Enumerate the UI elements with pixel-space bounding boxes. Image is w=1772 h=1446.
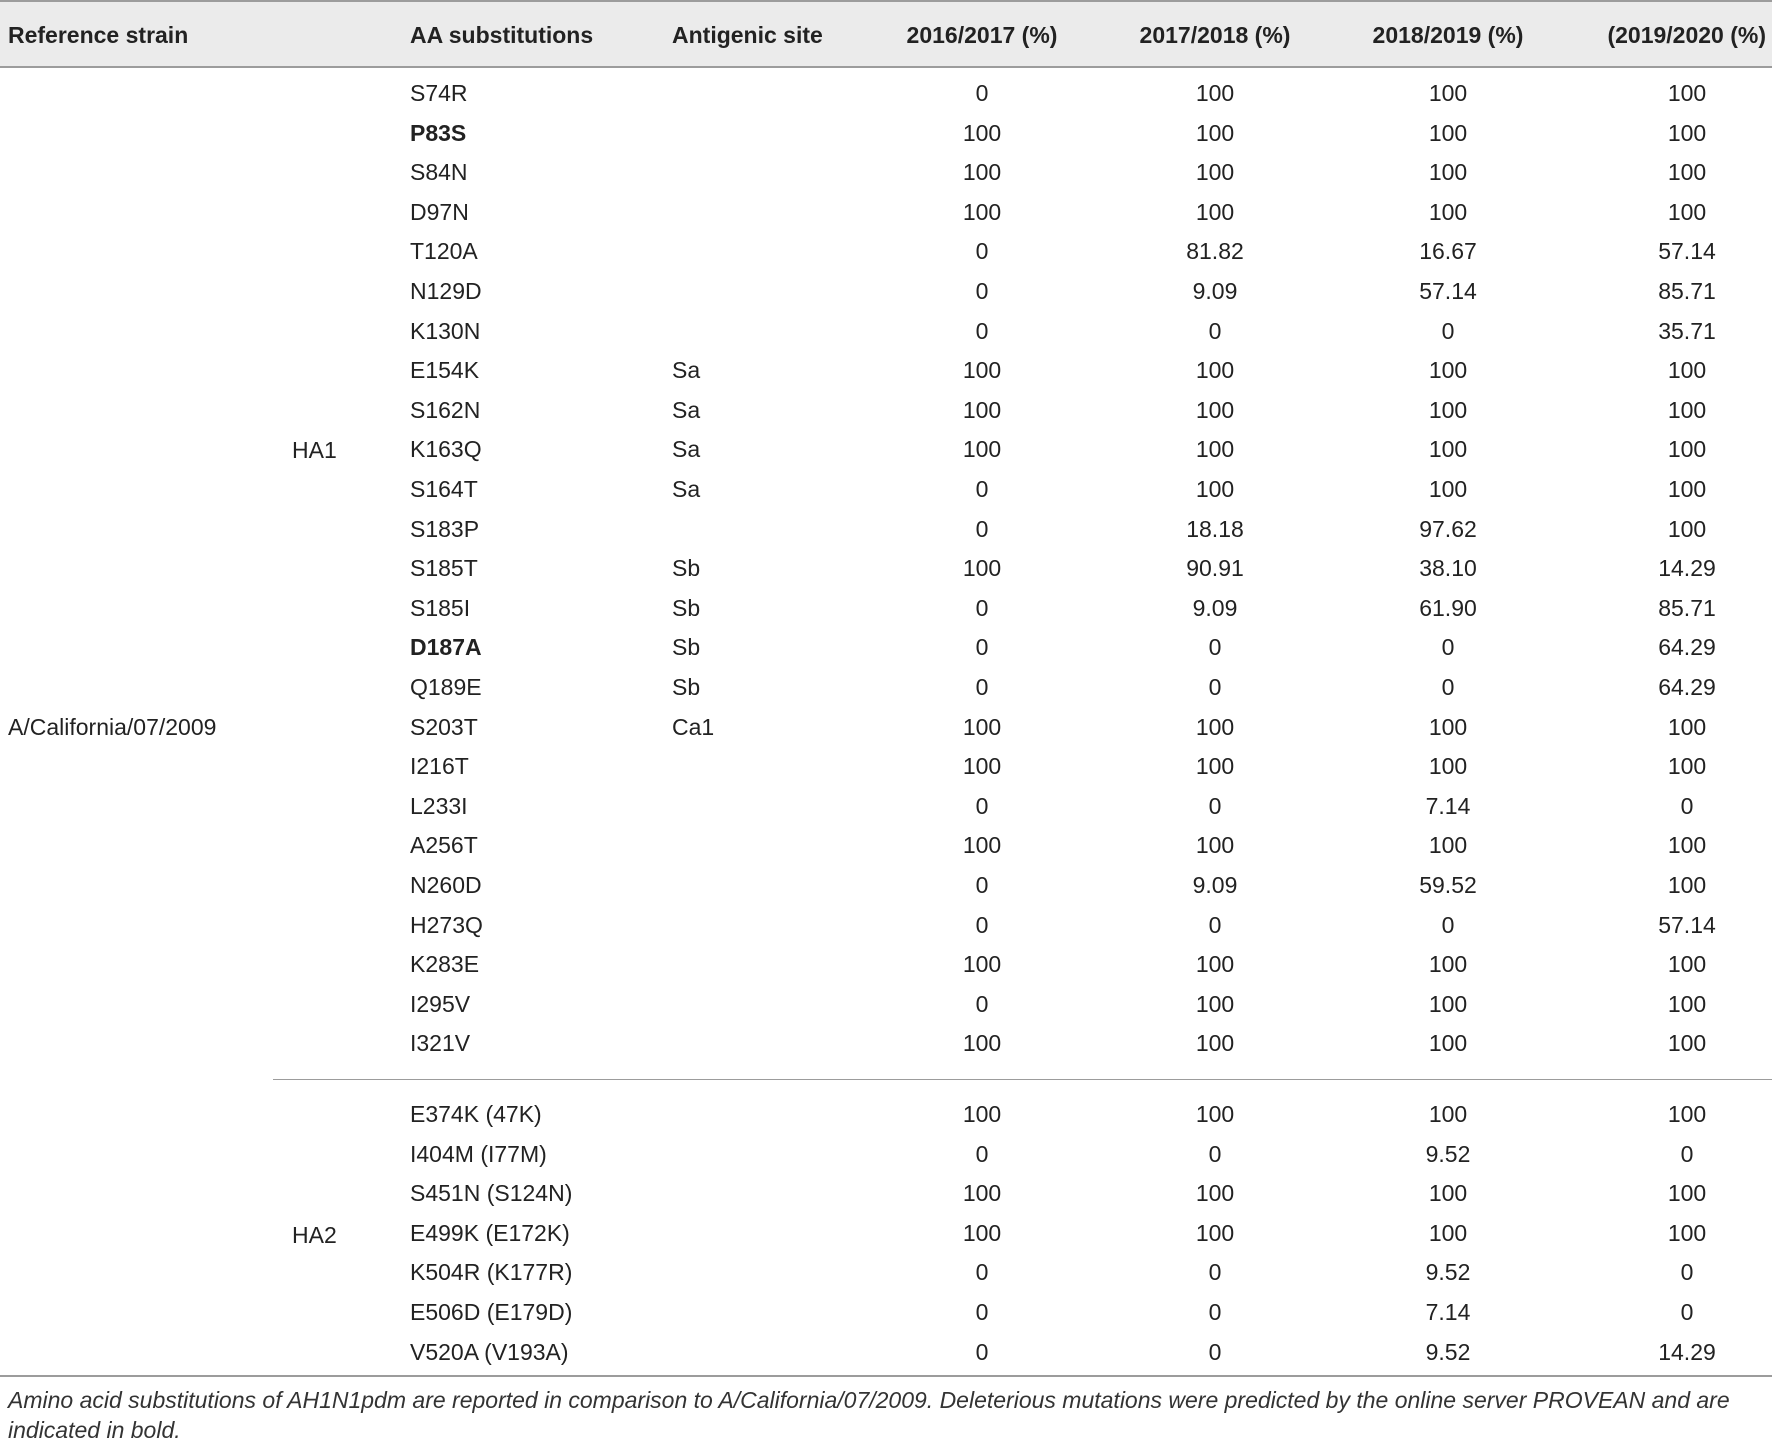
value-cell-season-1: 0 (975, 80, 989, 106)
value-cell-season-2: 0 (1208, 1299, 1222, 1325)
value-cell-season-1: 0 (975, 1259, 989, 1286)
value-cell-season-4: 35.71 (1658, 317, 1716, 344)
value-cell-season-3: 100 (1428, 990, 1468, 1017)
value-cell-season-3: 100 (1428, 713, 1468, 740)
group-label-ha2: HA2 (292, 1222, 337, 1248)
reference-strain-cell: A/California/07/2009 (8, 714, 217, 740)
aa-substitution-cell: K130N (410, 317, 481, 344)
aa-substitution-cell: S185T (410, 555, 478, 582)
value-cell-season-1: 100 (962, 1030, 1002, 1057)
header-reference-strain: Reference strain (8, 22, 189, 48)
value-cell-season-3: 0 (1441, 674, 1455, 700)
value-cell-season-2: 100 (1195, 396, 1235, 423)
value-cell-season-1: 0 (975, 476, 989, 502)
antigenic-site-cell: Sa (672, 436, 701, 463)
value-cell-season-4: 100 (1667, 1030, 1707, 1057)
value-cell-season-4: 100 (1667, 832, 1707, 859)
value-cell-season-4: 100 (1667, 357, 1707, 384)
value-cell-season-1: 100 (962, 753, 1002, 780)
header-2019-2020: (2019/2020 (%) (1607, 22, 1766, 48)
aa-substitution-cell: V520A (V193A) (410, 1338, 569, 1365)
value-cell-season-4: 14.29 (1658, 555, 1716, 582)
antigenic-site-cell: Sb (672, 674, 701, 700)
aa-substitution-cell: S185I (410, 594, 471, 621)
value-cell-season-1: 100 (962, 1101, 1002, 1127)
value-cell-season-1: 100 (962, 159, 1002, 186)
value-cell-season-4: 100 (1667, 515, 1707, 542)
aa-substitution-cell: S451N (S124N) (410, 1180, 573, 1207)
antigenic-site-cell: Ca1 (672, 713, 715, 740)
value-cell-season-4: 100 (1667, 1101, 1707, 1127)
value-cell-season-2: 100 (1195, 1180, 1235, 1207)
group-label-ha1: HA1 (292, 437, 337, 463)
aa-substitution-cell: S183P (410, 515, 480, 542)
value-cell-season-4: 100 (1667, 396, 1707, 423)
value-cell-season-3: 100 (1428, 198, 1468, 225)
value-cell-season-1: 0 (975, 238, 989, 265)
value-cell-season-1: 100 (962, 713, 1002, 740)
table-footnote: Amino acid substitutions of AH1N1pdm are reported in comparison to A/California/07/2009. Deleterious mutations were predicted by the online server PROVEAN and are indicated in bold. (8, 1387, 1730, 1443)
value-cell-season-4: 100 (1667, 1180, 1707, 1207)
value-cell-season-3: 100 (1428, 1180, 1468, 1207)
value-cell-season-3: 38.10 (1419, 555, 1477, 582)
value-cell-season-4: 0 (1680, 1299, 1694, 1325)
value-cell-season-2: 0 (1208, 317, 1222, 344)
value-cell-season-3: 9.52 (1425, 1338, 1471, 1365)
value-cell-season-4: 100 (1667, 476, 1707, 502)
aa-substitution-cell: I295V (410, 990, 471, 1017)
value-cell-season-1: 100 (962, 951, 1002, 978)
value-cell-season-2: 100 (1195, 1101, 1235, 1127)
value-cell-season-2: 100 (1195, 1030, 1235, 1057)
aa-substitution-cell: S74R (410, 80, 468, 106)
aa-substitution-cell: E374K (47K) (410, 1101, 542, 1127)
aa-substitution-cell: T120A (410, 238, 478, 265)
value-cell-season-2: 100 (1195, 753, 1235, 780)
value-cell-season-2: 0 (1208, 911, 1222, 938)
value-cell-season-4: 100 (1667, 1219, 1707, 1246)
value-cell-season-2: 0 (1208, 634, 1222, 661)
value-cell-season-4: 100 (1667, 436, 1707, 463)
table-bottom-rule (0, 1375, 1772, 1377)
value-cell-season-1: 0 (975, 674, 989, 700)
value-cell-season-1: 100 (962, 555, 1002, 582)
value-cell-season-1: 0 (975, 594, 989, 621)
value-cell-season-3: 16.67 (1419, 238, 1477, 265)
value-cell-season-4: 100 (1667, 990, 1707, 1017)
value-cell-season-1: 100 (962, 357, 1002, 384)
value-cell-season-1: 0 (975, 911, 989, 938)
aa-substitution-cell: I404M (I77M) (410, 1140, 547, 1167)
aa-substitution-cell: S203T (410, 713, 478, 740)
value-cell-season-1: 0 (975, 317, 989, 344)
value-cell-season-3: 100 (1428, 753, 1468, 780)
value-cell-season-2: 0 (1208, 674, 1222, 700)
value-cell-season-4: 100 (1667, 119, 1707, 146)
value-cell-season-3: 97.62 (1419, 515, 1477, 542)
aa-substitution-cell: I321V (410, 1030, 471, 1057)
value-cell-season-1: 0 (975, 872, 989, 898)
value-cell-season-3: 100 (1428, 1101, 1468, 1127)
header-antigenic-site: Antigenic site (672, 22, 823, 48)
value-cell-season-2: 18.18 (1186, 515, 1244, 542)
header-2016-2017: 2016/2017 (%) (906, 22, 1058, 48)
aa-substitution-cell: E154K (410, 357, 480, 384)
aa-substitution-cell: K283E (410, 951, 480, 978)
value-cell-season-3: 100 (1428, 159, 1468, 186)
value-cell-season-3: 100 (1428, 119, 1468, 146)
value-cell-season-3: 0 (1441, 911, 1455, 938)
header-aa-substitutions: AA substitutions (410, 22, 594, 48)
table-header (0, 0, 1772, 68)
aa-substitution-cell: H273Q (410, 911, 483, 938)
value-cell-season-1: 100 (962, 832, 1002, 859)
value-cell-season-4: 14.29 (1658, 1338, 1716, 1365)
value-cell-season-1: 0 (975, 1299, 989, 1325)
value-cell-season-4: 85.71 (1658, 594, 1716, 621)
value-cell-season-3: 100 (1428, 80, 1468, 106)
value-cell-season-2: 100 (1195, 1219, 1235, 1246)
value-cell-season-2: 9.09 (1192, 278, 1238, 304)
aa-substitution-cell: Q189E (410, 674, 482, 700)
value-cell-season-4: 100 (1667, 80, 1707, 106)
antigenic-site-cell: Sa (672, 357, 701, 384)
value-cell-season-4: 57.14 (1658, 911, 1716, 938)
value-cell-season-2: 100 (1195, 436, 1235, 463)
value-cell-season-2: 100 (1195, 476, 1235, 502)
aa-substitution-cell: D187A (410, 634, 482, 661)
value-cell-season-4: 85.71 (1658, 278, 1716, 304)
value-cell-season-3: 61.90 (1419, 594, 1477, 621)
value-cell-season-3: 100 (1428, 1219, 1468, 1246)
value-cell-season-1: 100 (962, 396, 1002, 423)
value-cell-season-2: 100 (1195, 832, 1235, 859)
value-cell-season-4: 64.29 (1658, 634, 1716, 661)
value-cell-season-4: 100 (1667, 713, 1707, 740)
value-cell-season-2: 100 (1195, 119, 1235, 146)
value-cell-season-4: 57.14 (1658, 238, 1716, 265)
aa-substitution-cell: N129D (410, 278, 482, 304)
value-cell-season-3: 100 (1428, 832, 1468, 859)
value-cell-season-4: 0 (1680, 792, 1694, 819)
aa-substitution-cell: K504R (K177R) (410, 1259, 573, 1286)
aa-substitution-cell: I216T (410, 753, 469, 780)
value-cell-season-1: 100 (962, 436, 1002, 463)
value-cell-season-4: 100 (1667, 159, 1707, 186)
value-cell-season-1: 100 (962, 1180, 1002, 1207)
aa-substitution-cell: P83S (410, 119, 467, 146)
value-cell-season-1: 100 (962, 198, 1002, 225)
value-cell-season-3: 7.14 (1425, 1299, 1471, 1325)
aa-substitution-cell: D97N (410, 198, 469, 225)
value-cell-season-1: 0 (975, 1338, 989, 1365)
value-cell-season-1: 100 (962, 1219, 1002, 1246)
value-cell-season-4: 0 (1680, 1140, 1694, 1167)
antigenic-site-cell: Sa (672, 396, 701, 423)
value-cell-season-1: 0 (975, 634, 989, 661)
value-cell-season-4: 100 (1667, 872, 1707, 898)
value-cell-season-3: 57.14 (1419, 278, 1477, 304)
value-cell-season-2: 9.09 (1192, 872, 1238, 898)
value-cell-season-1: 100 (962, 119, 1002, 146)
value-cell-season-2: 100 (1195, 357, 1235, 384)
value-cell-season-4: 100 (1667, 198, 1707, 225)
value-cell-season-2: 100 (1195, 198, 1235, 225)
value-cell-season-1: 0 (975, 792, 989, 819)
value-cell-season-2: 0 (1208, 792, 1222, 819)
value-cell-season-4: 100 (1667, 951, 1707, 978)
value-cell-season-3: 100 (1428, 396, 1468, 423)
aa-substitution-cell: S162N (410, 396, 481, 423)
value-cell-season-2: 9.09 (1192, 594, 1238, 621)
aa-substitution-cell: S164T (410, 476, 478, 502)
value-cell-season-2: 0 (1208, 1140, 1222, 1167)
value-cell-season-2: 100 (1195, 713, 1235, 740)
value-cell-season-1: 0 (975, 515, 989, 542)
aa-substitution-cell: K163Q (410, 436, 482, 463)
value-cell-season-3: 0 (1441, 634, 1455, 661)
value-cell-season-2: 90.91 (1186, 555, 1244, 582)
value-cell-season-2: 100 (1195, 80, 1235, 106)
value-cell-season-2: 100 (1195, 990, 1235, 1017)
value-cell-season-1: 0 (975, 278, 989, 304)
value-cell-season-3: 7.14 (1425, 792, 1471, 819)
value-cell-season-1: 0 (975, 1140, 989, 1167)
value-cell-season-2: 0 (1208, 1338, 1222, 1365)
value-cell-season-2: 81.82 (1186, 238, 1244, 265)
value-cell-season-3: 9.52 (1425, 1259, 1471, 1286)
value-cell-season-3: 100 (1428, 476, 1468, 502)
value-cell-season-4: 100 (1667, 753, 1707, 780)
group-divider (273, 1079, 1772, 1080)
antigenic-site-cell: Sa (672, 476, 701, 502)
value-cell-season-2: 0 (1208, 1259, 1222, 1286)
value-cell-season-3: 100 (1428, 357, 1468, 384)
antigenic-site-cell: Sb (672, 634, 701, 661)
antigenic-site-cell: Sb (672, 594, 701, 621)
value-cell-season-3: 100 (1428, 1030, 1468, 1057)
antigenic-site-cell: Sb (672, 555, 701, 582)
value-cell-season-3: 100 (1428, 436, 1468, 463)
value-cell-season-3: 100 (1428, 951, 1468, 978)
header-2018-2019: 2018/2019 (%) (1372, 22, 1524, 48)
aa-substitution-cell: S84N (410, 159, 468, 186)
value-cell-season-4: 64.29 (1658, 674, 1716, 700)
aa-substitution-cell: E499K (E172K) (410, 1219, 570, 1246)
value-cell-season-4: 0 (1680, 1259, 1694, 1286)
value-cell-season-3: 9.52 (1425, 1140, 1471, 1167)
aa-substitution-cell: E506D (E179D) (410, 1299, 573, 1325)
value-cell-season-2: 100 (1195, 159, 1235, 186)
value-cell-season-2: 100 (1195, 951, 1235, 978)
value-cell-season-3: 0 (1441, 317, 1455, 344)
aa-substitution-cell: N260D (410, 872, 482, 898)
header-2017-2018: 2017/2018 (%) (1139, 22, 1291, 48)
value-cell-season-3: 59.52 (1419, 872, 1477, 898)
value-cell-season-1: 0 (975, 990, 989, 1017)
aa-substitution-cell: A256T (410, 832, 478, 859)
aa-substitution-cell: L233I (410, 792, 468, 819)
